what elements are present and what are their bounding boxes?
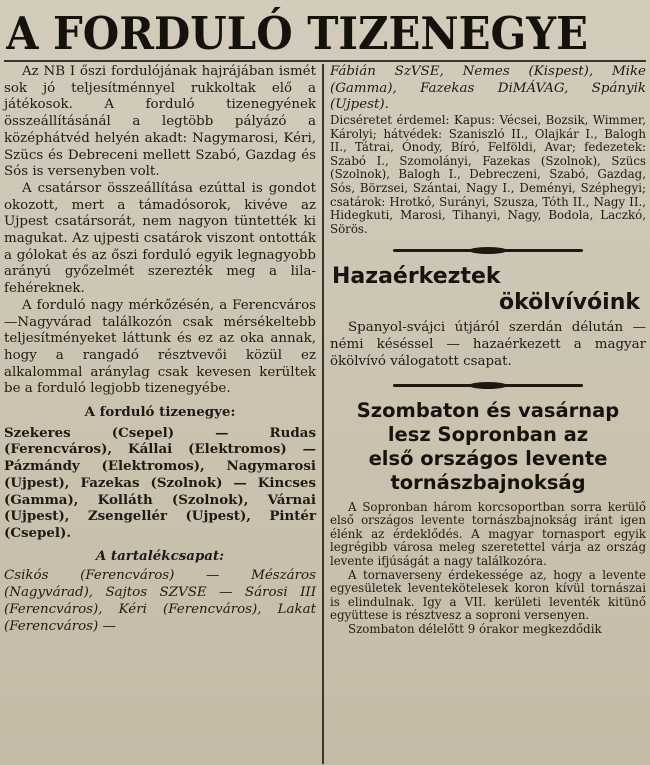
sopron-headline — [330, 399, 646, 495]
right-column — [330, 64, 646, 637]
derby-paragraph: A forduló nagy mérkőzésén, a Ferencváros—Nagyvárad találkozón csak mérsékeltebb teljesítményeket láttunk és ez az oka annak, hogy a rangadó résztvevői közül ez alkalommal aránylag csak kevesen kerültek be a forduló legjobb tizenegyébe. — [4, 297, 316, 397]
sopron-headline-line3: első országos levente — [368, 446, 608, 470]
sopron-headline-line2: lesz Sopronban az — [387, 422, 589, 446]
reserve-list: Csikós (Ferencváros) — Mészáros (Nagyvárad), Sajtos SZVSE — Sárosi III (Ferencváros), Kéri (Ferencváros), Lakat (Ferencváros) — — [4, 568, 316, 634]
sopron-paragraph-1: A Sopronban három korcsoportban sorra kerülő első országos levente tornászbajnokság iránt igen élénk az érdeklődés. A magyar tornasport egyik legrégibb városa meleg szeretettel várja az ország levente ifjúságát a nagy találkozóra. — [330, 499, 646, 568]
sopron-headline-line4: tornászbajnokság — [390, 470, 586, 494]
section-divider — [393, 381, 583, 389]
reserve-heading: A tartalékcsapat: — [95, 547, 225, 564]
sopron-paragraph-2: A tornaverseny érdekessége az, hogy a levente egyesületek leventekötelesek koron kívül tornászai is elindulnak. Igy a VII. kerületi leventék kitünő együttese is résztvesz a soproni versenyen. — [330, 567, 646, 623]
reserve-continuation: Fábián SzVSE, Nemes (Kispest), Mike (Gamma), Fazekas DiMÁVAG, Spányik (Ujpest). — [330, 64, 646, 113]
praise-list: Dicséretet érdemel: Kapus: Vécsei, Bozsik, Wimmer, Károlyi; hátvédek: Szaniszló II., Olajkár I., Balogh II., Tátrai, Ónody, Bíró, Felföldi, Avar; fedezetek: Szabó I., Szomolányi, Fazekas (Szolnok), Szücs (Szolnok), Balogh I., Debreczeni, Szabó, Gazdag, Sós, Börzsei, Szántai, Nagy I., Deményi, Széphegyi; csatárok: Hrotkó, Surányi, Szusza, Tóth II., Nagy II., Hidegkuti, Marosi, Tihanyi, Nagy, Bodola, Laczkó, Sörös. — [330, 113, 646, 236]
sopron-paragraph-3: Szombaton délelőtt 9 órakor megkezdődik — [348, 621, 602, 636]
column-rule — [322, 64, 324, 764]
forwards-paragraph: A csatársor összeállítása ezúttal is gondot okozott, mert a támadósorok, kivéve az Ujpest csatársorát, nem nagyon tüntették ki magukat. Az ujpesti csatárok viszont ontották a gólokat és az őszi forduló egyik legnagyobb arányú győzelmét szerezték meg a lila-fehéreknek. — [4, 180, 316, 297]
sopron-headline-line1: Szombaton és vasárnap — [356, 398, 620, 422]
left-column — [4, 64, 316, 635]
headline: A FORDULÓ TIZENEGYE — [6, 7, 589, 60]
team-heading: A forduló tizenegye: — [84, 404, 236, 421]
boxing-headline — [330, 264, 646, 316]
boxing-headline-line1: Hazaérkeztek — [332, 264, 501, 290]
section-divider — [393, 246, 583, 254]
intro-paragraph: Az NB I őszi fordulójának hajrájában ismét sok jó teljesítménnyel rukkoltak elő a játékosok. A forduló tizenegyének összeállításánál a legtöbb pályázó a középhátvéd helyén akadt: Nagymarosi, Kéri, Szücs és Debreceni mellett Szabó, Gazdag és Sós is versenyben volt. — [4, 64, 316, 180]
boxing-article: Spanyol-svájci útjáról szerdán délután — némi késéssel — hazaérkezett a magyar ökölvívó válogatott csapat. — [330, 320, 646, 369]
team-list: Szekeres (Csepel) — Rudas (Ferencváros), Kállai (Elektromos) — Pázmándy (Elektromos), Nagymarosi (Ujpest), Fazekas (Szolnok) — Kincses (Gamma), Kolláth (Szolnok), Várnai (Ujpest), Zsengellér (Ujpest), Pintér (Csepel). — [4, 424, 316, 541]
headline-rule — [4, 60, 646, 62]
boxing-headline-line2: ökölvívóink — [499, 290, 640, 316]
